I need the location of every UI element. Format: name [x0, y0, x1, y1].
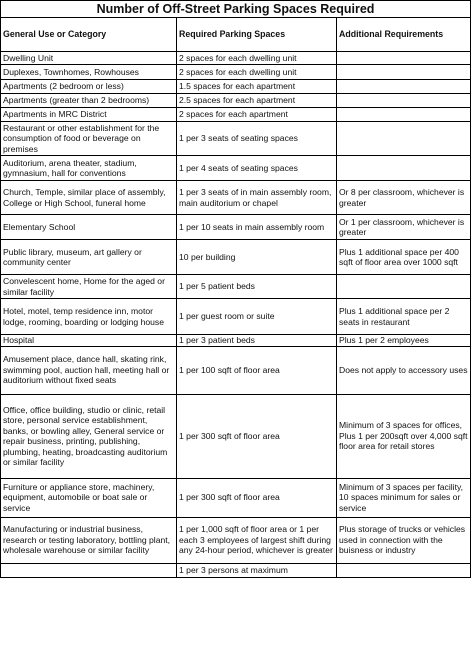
- table-row: [1, 52, 471, 65]
- cell-additional: Plus 1 additional space per 400 sqft of floor area over 1000 sqft: [337, 240, 471, 275]
- cell-additional: [337, 94, 471, 108]
- table-row: [1, 122, 471, 156]
- cell-spaces: 1 per 1,000 sqft of floor area or 1 per each 3 employees of largest shift during any 24-hour period, whichever is greater: [177, 517, 337, 563]
- cell-use: Apartments in MRC District: [1, 108, 177, 122]
- cell-spaces: 2.5 spaces for each apartment: [177, 94, 337, 108]
- cell-spaces: 1 per 300 sqft of floor area: [177, 394, 337, 478]
- table-row: [1, 94, 471, 108]
- cell-additional: Or 8 per classroom, whichever is greater: [337, 181, 471, 215]
- table-row: [1, 156, 471, 181]
- cell-additional: Minimum of 3 spaces per facility, 10 spaces minimum for sales or service: [337, 478, 471, 517]
- cell-use: Elementary School: [1, 215, 177, 240]
- table-body: [1, 52, 471, 578]
- cell-use: Apartments (2 bedroom or less): [1, 80, 177, 94]
- cell-spaces: 1 per 10 seats in main assembly room: [177, 215, 337, 240]
- cell-spaces: 10 per building: [177, 240, 337, 275]
- cell-spaces: 2 spaces for each apartment: [177, 108, 337, 122]
- cell-additional: Plus storage of trucks or vehicles used in connection with the buisness or industry: [337, 517, 471, 563]
- table-row: [1, 299, 471, 335]
- cell-additional: [337, 563, 471, 577]
- table-title: Number of Off-Street Parking Spaces Required: [0, 0, 471, 18]
- cell-additional: Or 1 per classroom, whichever is greater: [337, 215, 471, 240]
- cell-use: Amusement place, dance hall, skating rink, swimming pool, auction hall, meeting hall or auditorium without fixed seats: [1, 346, 177, 394]
- cell-spaces: 1.5 spaces for each apartment: [177, 80, 337, 94]
- cell-use: Dwelling Unit: [1, 52, 177, 65]
- header-row: [1, 18, 471, 52]
- cell-spaces: 1 per 3 persons at maximum: [177, 563, 337, 577]
- cell-additional: Minimum of 3 spaces for offices, Plus 1 per 200sqft over 4,000 sqft floor area for retail stores: [337, 394, 471, 478]
- cell-spaces: 1 per guest room or suite: [177, 299, 337, 335]
- table-row: [1, 346, 471, 394]
- table-row: [1, 240, 471, 275]
- cell-additional: Plus 1 additional space per 2 seats in restaurant: [337, 299, 471, 335]
- cell-additional: Does not apply to accessory uses: [337, 346, 471, 394]
- column-header-additional: Additional Requirements: [337, 18, 471, 52]
- cell-spaces: 1 per 3 seats of seating spaces: [177, 122, 337, 156]
- cell-use: Office, office building, studio or clinic, retail store, personal service establishment, banks, or bowling alley, General service or repair business, printing, publishing, plumbing, heating, broadcasting auditorium or similar facility: [1, 394, 177, 478]
- table-row: [1, 181, 471, 215]
- table-row: [1, 335, 471, 347]
- table-row: [1, 108, 471, 122]
- cell-spaces: 1 per 4 seats of seating spaces: [177, 156, 337, 181]
- cell-spaces: 1 per 5 patient beds: [177, 275, 337, 299]
- table-row: [1, 65, 471, 80]
- cell-spaces: 2 spaces for each dwelling unit: [177, 65, 337, 80]
- table-row: [1, 394, 471, 478]
- column-header-spaces: Required Parking Spaces: [177, 18, 337, 52]
- cell-use: Public library, museum, art gallery or community center: [1, 240, 177, 275]
- cell-use: Duplexes, Townhomes, Rowhouses: [1, 65, 177, 80]
- cell-use: Convelescent home, Home for the aged or similar facility: [1, 275, 177, 299]
- cell-use: Restaurant or other establishment for the consumption of food or beverage on premises: [1, 122, 177, 156]
- cell-use: Church, Temple, similar place of assembly, College or High School, funeral home: [1, 181, 177, 215]
- cell-additional: [337, 65, 471, 80]
- cell-use: [1, 563, 177, 577]
- cell-spaces: 2 spaces for each dwelling unit: [177, 52, 337, 65]
- cell-use: Auditorium, arena theater, stadium, gymnasium, hall for conventions: [1, 156, 177, 181]
- cell-use: Manufacturing or industrial business, research or testing laboratory, bottling plant, wholesale warehouse or similar facility: [1, 517, 177, 563]
- table-row: [1, 563, 471, 577]
- cell-additional: [337, 80, 471, 94]
- cell-use: Furniture or appliance store, machinery, equipment, automobile or boat sale or service: [1, 478, 177, 517]
- cell-spaces: 1 per 300 sqft of floor area: [177, 478, 337, 517]
- cell-spaces: 1 per 100 sqft of floor area: [177, 346, 337, 394]
- cell-use: Hospital: [1, 335, 177, 347]
- cell-additional: [337, 52, 471, 65]
- cell-additional: [337, 108, 471, 122]
- cell-additional: [337, 122, 471, 156]
- column-header-use: General Use or Category: [1, 18, 177, 52]
- cell-spaces: 1 per 3 seats of in main assembly room, main auditorium or chapel: [177, 181, 337, 215]
- cell-use: Hotel, motel, temp residence inn, motor lodge, rooming, boarding or lodging house: [1, 299, 177, 335]
- table-row: [1, 517, 471, 563]
- table-row: [1, 275, 471, 299]
- cell-additional: [337, 275, 471, 299]
- parking-table: [0, 17, 471, 578]
- table-row: [1, 478, 471, 517]
- table-row: [1, 80, 471, 94]
- cell-additional: [337, 156, 471, 181]
- cell-use: Apartments (greater than 2 bedrooms): [1, 94, 177, 108]
- cell-spaces: 1 per 3 patient beds: [177, 335, 337, 347]
- cell-additional: Plus 1 per 2 employees: [337, 335, 471, 347]
- table-row: [1, 215, 471, 240]
